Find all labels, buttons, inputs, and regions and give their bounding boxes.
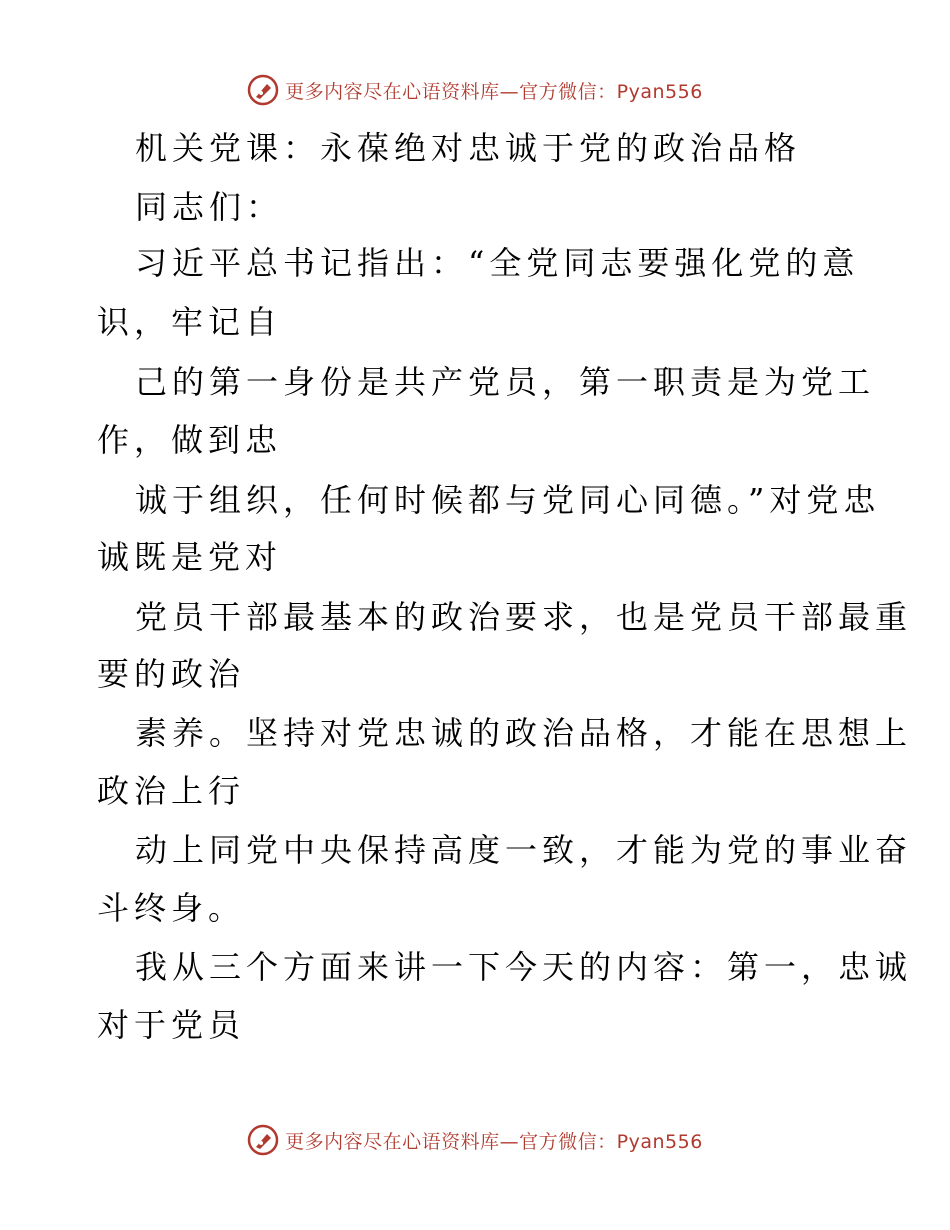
footer-banner [0, 1120, 950, 1160]
paragraph-line: 同志们： [135, 188, 284, 226]
paragraph-line: 识，牢记自 [97, 303, 283, 341]
footer-banner-text: 更多内容尽在心语资料库—官方微信：Pyan556 [285, 1130, 703, 1153]
header-banner-text: 更多内容尽在心语资料库—官方微信：Pyan556 [285, 80, 703, 103]
paragraph-line: 要的政治 [97, 655, 246, 693]
paragraph-line: 素养。坚持对党忠诚的政治品格，才能在思想上 [135, 714, 913, 752]
paragraph-line: 习近平总书记指出：“全党同志要强化党的意 [135, 244, 860, 282]
document-title: 机关党课：永葆绝对忠诚于党的政治品格 [135, 129, 802, 167]
paragraph-line: 诚既是党对 [97, 538, 283, 576]
pen-nib-logo-icon [247, 74, 279, 106]
paragraph-line: 对于党员 [97, 1006, 246, 1044]
paragraph-line: 诚于组织，任何时候都与党同心同德。”对党忠 [135, 481, 881, 519]
paragraph-line: 作，做到忠 [97, 421, 283, 459]
paragraph-line: 斗终身。 [97, 889, 246, 927]
paragraph-line: 我从三个方面来讲一下今天的内容：第一，忠诚 [135, 948, 913, 986]
paragraph-line: 党员干部最基本的政治要求，也是党员干部最重 [135, 598, 913, 636]
pen-nib-logo-icon [247, 1124, 279, 1156]
paragraph-line: 政治上行 [97, 772, 246, 810]
paragraph-line: 动上同党中央保持高度一致，才能为党的事业奋 [135, 831, 913, 869]
paragraph-line: 己的第一身份是共产党员，第一职责是为党工 [135, 363, 876, 401]
header-banner [0, 70, 950, 110]
